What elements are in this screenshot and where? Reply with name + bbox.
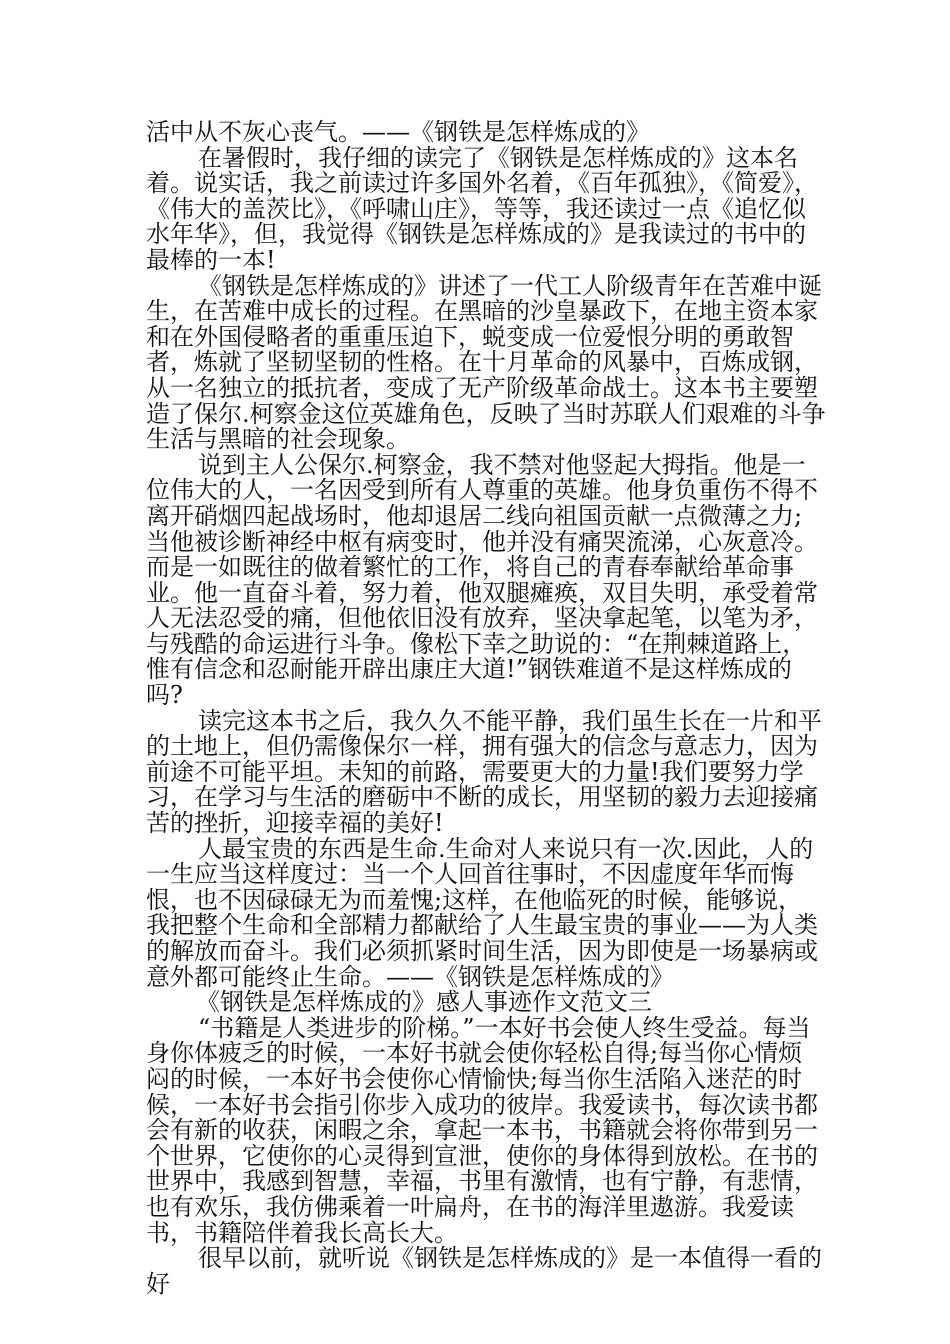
paragraph-5: 读完这本书之后，我久久不能平静，我们虽生长在一片和平的土地上，但仍需像保尔一样，拥有强大的信念与意志力，因为前途不可能平坦。未知的前路，需要更大的力量!我们要努力学习，在学习与生活的磨砺中不断的成长，用坚韧的毅力去迎接痛苦的挫折，迎接幸福的美好!: [146, 706, 822, 838]
paragraph-4: 说到主人公保尔.柯察金，我不禁对他竖起大拇指。他是一位伟大的人，一名因受到所有人尊重的英雄。他身负重伤不得不离开硝烟四起战场时，他却退居二线向祖国贡献一点微薄之力;当他被诊断神经中枢有病变时，他并没有痛哭流涕，心灰意冷。而是一如既往的做着繁忙的工作，将自己的青春奉献给革命事业。他一直奋斗着，努力着，他双腿瘫痪，双目失明，承受着常人无法忍受的痛，但他依旧没有放弃，坚决拿起笔，以笔为矛，与残酷的命运进行斗争。像松下幸之助说的：“在荆棘道路上，惟有信念和忍耐能开辟出康庄大道!”钢铁难道不是这样炼成的吗?: [146, 450, 818, 710]
paragraph-9: 很早以前，就听说《钢铁是怎样炼成的》是一本值得一看的好: [146, 1244, 822, 1298]
paragraph-1: 活中从不灰心丧气。——《钢铁是怎样炼成的》: [146, 118, 650, 146]
article-body: [146, 120, 826, 1297]
section-heading: 《钢铁是怎样炼成的》感人事迹作文范文三: [196, 988, 652, 1017]
paragraph-8: “书籍是人类进步的阶梯。”一本好书会使人终生受益。每当身你体疲乏的时候，一本好书就会使你轻松自得;每当你心情烦闷的时候，一本好书会使你心情愉快;每当你生活陷入迷茫的时候，一本好书会指引你步入成功的彼岸。我爱读书，每次读书都会有新的收获，闲暇之余，拿起一本书，书籍就会将你带到另一个世界，它使你的心灵得到宣泄，使你的身体得到放松。在书的世界中，我感到智慧，幸福，书里有激情，也有宁静，有悲情，也有欢乐，我仿佛乘着一叶扁舟，在书的海洋里遨游。我爱读书，书籍陪伴着我长高长大。: [146, 1013, 818, 1247]
paragraph-2: 在暑假时，我仔细的读完了《钢铁是怎样炼成的》这本名着。说实话，我之前读过许多国外名着，《百年孤独》，《简爱》，《伟大的盖茨比》，《呼啸山庄》，等等，我还读过一点《追忆似水年华》，但，我觉得《钢铁是怎样炼成的》是我读过的书中的最棒的一本!: [146, 143, 818, 274]
paragraph-3: 《钢铁是怎样炼成的》讲述了一代工人阶级青年在苦难中诞生，在苦难中成长的过程。在黑暗的沙皇暴政下，在地主资本家和在外国侵略者的重重压迫下，蜕变成一位爱恨分明的勇敢智者，炼就了坚韧坚韧的性格。在十月革命的风暴中，百炼成钢，从一名独立的抵抗者，变成了无产阶级革命战士。这本书主要塑造了保尔.柯察金这位英雄角色，反映了当时苏联人们艰难的斗争生活与黑暗的社会现象。: [146, 271, 826, 454]
paragraph-6: 人最宝贵的东西是生命.生命对人来说只有一次.因此，人的一生应当这样度过：当一个人回首往事时，不因虚度年华而悔恨，也不因碌碌无为而羞愧;这样，在他临死的时候，能够说，我把整个生命和全部精力都献给了人生最宝贵的事业——为人类的解放而奋斗。我们必须抓紧时间生活，因为即使是一场暴病或意外都可能终止生命。——《钢铁是怎样炼成的》: [146, 834, 818, 991]
